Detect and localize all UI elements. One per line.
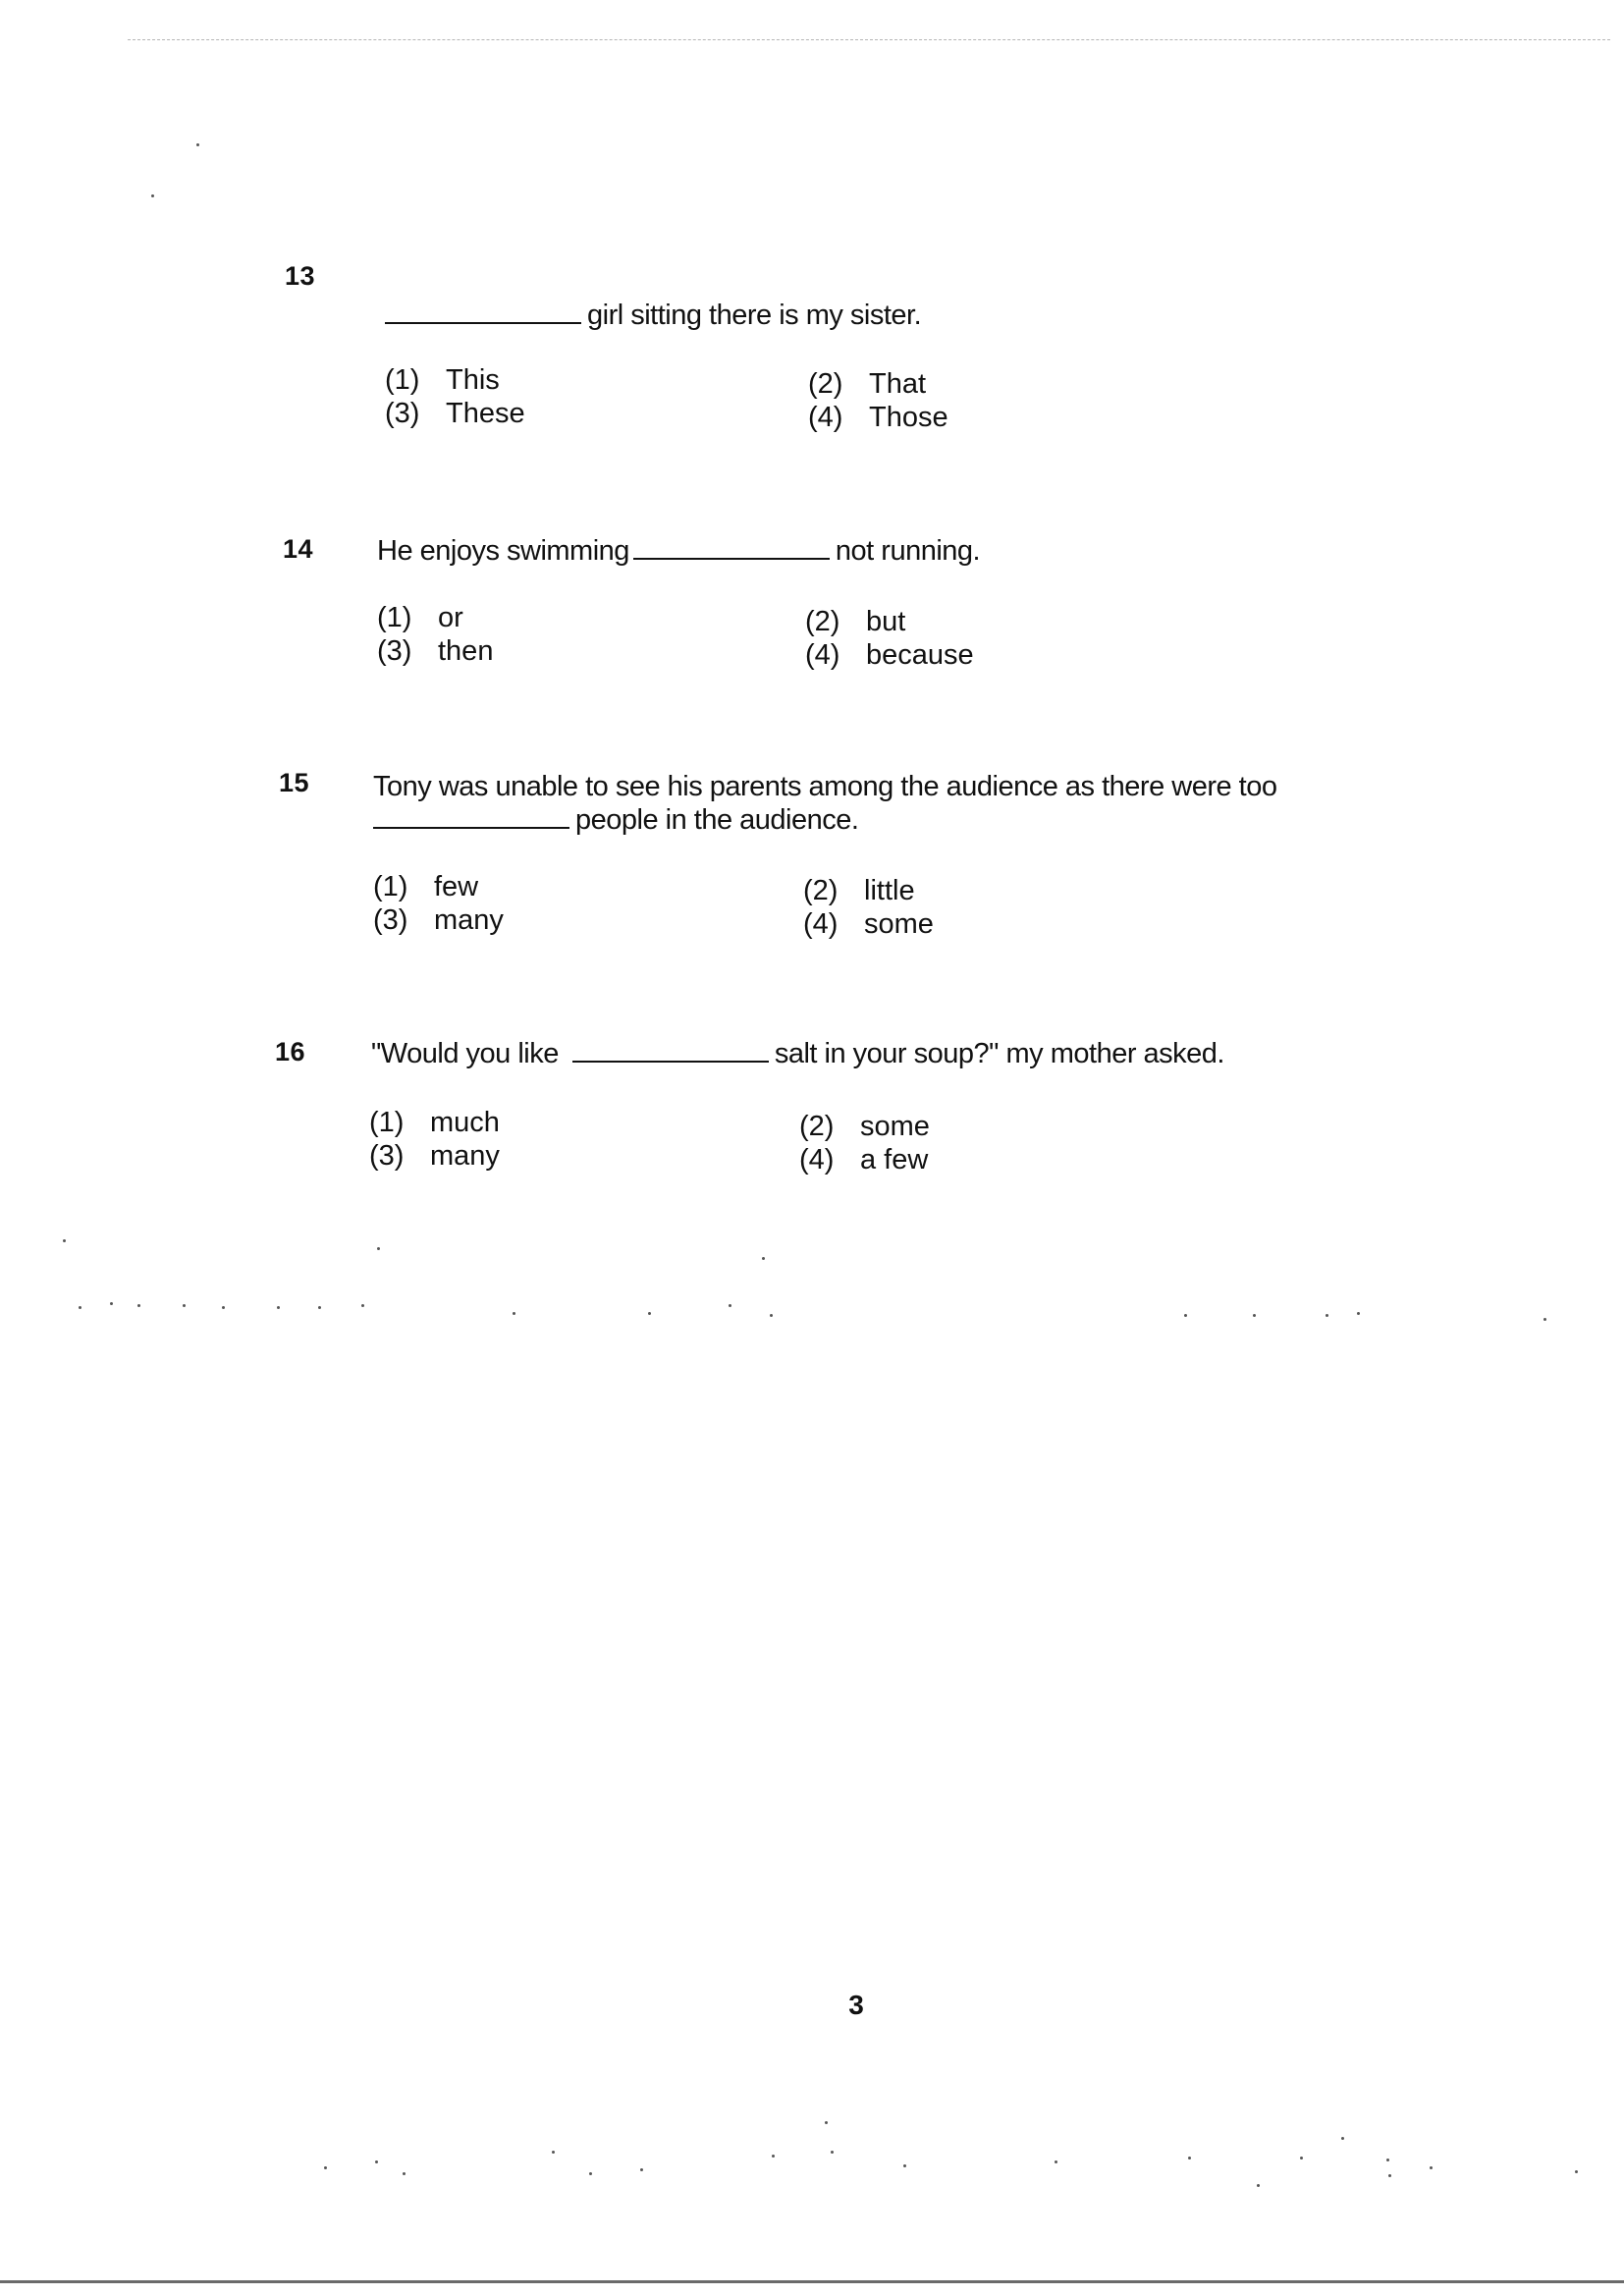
question-number: 14 [283, 534, 314, 564]
scan-speck [1386, 2159, 1389, 2161]
option-4: (4) Those [808, 402, 948, 433]
scan-speck [183, 1304, 186, 1307]
question-number: 15 [279, 768, 310, 797]
scan-speck [377, 1247, 380, 1250]
scan-speck [196, 143, 199, 146]
scan-speck [222, 1306, 225, 1309]
question-number: 13 [285, 261, 316, 291]
question-stem [385, 299, 921, 332]
stem-text-after: girl sitting there is my sister. [587, 300, 922, 331]
scan-speck [1300, 2157, 1303, 2159]
option-3: (3) many [373, 904, 504, 936]
scan-speck [1184, 1314, 1187, 1317]
scan-speck [825, 2121, 828, 2124]
option-4: (4) because [805, 639, 974, 671]
scan-speck [1326, 1314, 1328, 1317]
option-1: (1) or [377, 602, 463, 633]
question-stem [377, 534, 980, 568]
scan-speck [1575, 2170, 1578, 2173]
scan-speck [151, 194, 154, 197]
scan-speck [318, 1306, 321, 1309]
option-2: (2) little [803, 875, 915, 906]
scan-speck [324, 2166, 327, 2169]
scan-speck [137, 1304, 140, 1307]
scan-border-top [128, 39, 1610, 40]
option-2: (2) but [805, 606, 906, 637]
stem-text-before: Tony was unable to see his parents among the audience as there were too [373, 771, 1277, 802]
scan-speck [552, 2151, 555, 2154]
question-stem [371, 1037, 1224, 1070]
stem-text-after: not running. [835, 535, 981, 567]
scan-speck [79, 1306, 81, 1309]
option-1: (1) few [373, 871, 479, 902]
answer-blank [633, 536, 830, 560]
scan-speck [1253, 1314, 1256, 1317]
scan-speck [903, 2164, 906, 2167]
answer-blank [572, 1039, 769, 1063]
question-stem [373, 770, 1441, 837]
option-1: (1) This [385, 364, 500, 396]
answer-blank [373, 805, 569, 829]
option-4: (4) some [803, 908, 934, 940]
scan-speck [762, 1257, 765, 1260]
scan-speck [589, 2172, 592, 2175]
scan-speck [513, 1312, 515, 1315]
scan-speck [1257, 2184, 1260, 2187]
scan-speck [1388, 2174, 1391, 2177]
scan-speck [110, 1302, 113, 1305]
option-1: (1) much [369, 1107, 500, 1138]
scan-speck [1188, 2157, 1191, 2159]
option-2: (2) That [808, 368, 927, 400]
stem-text-after: people in the audience. [575, 804, 859, 836]
scan-speck [403, 2172, 406, 2175]
scan-speck [1055, 2160, 1057, 2163]
scan-speck [640, 2168, 643, 2171]
scan-speck [375, 2160, 378, 2163]
option-4: (4) a few [799, 1144, 929, 1175]
scan-speck [1543, 1318, 1546, 1321]
option-3: (3) These [385, 398, 525, 429]
stem-text-after: salt in your soup?" my mother asked. [774, 1038, 1224, 1069]
stem-text-before: He enjoys swimming [377, 535, 629, 567]
option-3: (3) then [377, 635, 494, 667]
scan-border-bottom [0, 2280, 1624, 2283]
scan-speck [772, 2155, 775, 2158]
scan-speck [729, 1304, 731, 1307]
scan-speck [1357, 1312, 1360, 1315]
scan-speck [770, 1314, 773, 1317]
scan-speck [648, 1312, 651, 1315]
scan-speck [277, 1306, 280, 1309]
page-number: 3 [848, 1990, 864, 2020]
option-3: (3) many [369, 1140, 500, 1172]
stem-text-before: "Would you like [371, 1038, 559, 1069]
answer-blank [385, 301, 581, 324]
question-number: 16 [275, 1037, 306, 1066]
scan-speck [1341, 2137, 1344, 2140]
option-2: (2) some [799, 1111, 930, 1142]
scan-speck [831, 2151, 834, 2154]
scan-speck [361, 1304, 364, 1307]
scan-speck [1430, 2166, 1433, 2169]
scan-speck [63, 1239, 66, 1242]
